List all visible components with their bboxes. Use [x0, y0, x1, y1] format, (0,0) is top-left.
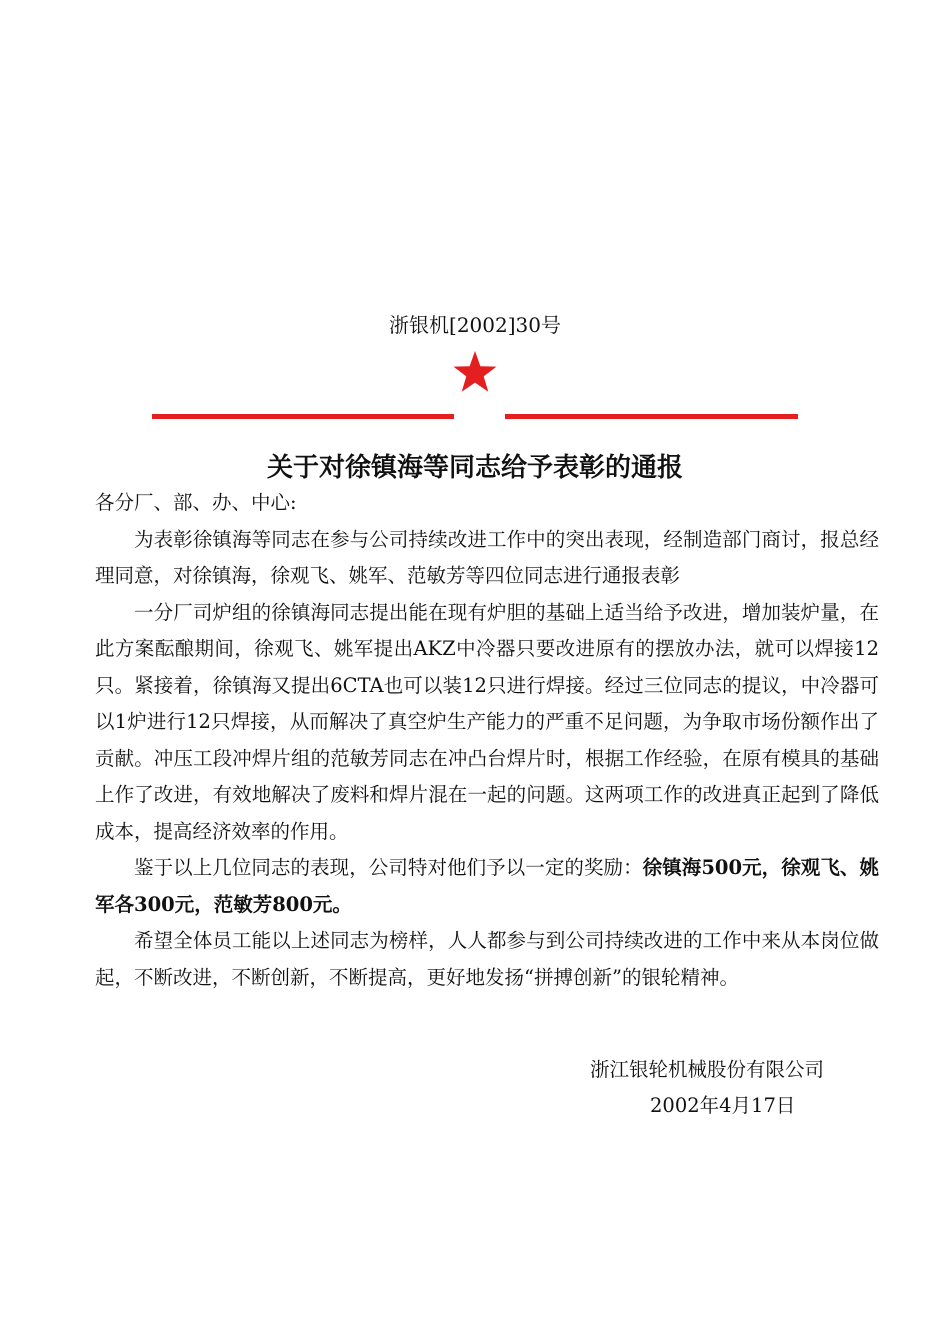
- paragraph-reward: [95, 850, 879, 923]
- notice-body: [95, 485, 879, 996]
- paragraph-details: 一分厂司炉组的徐镇海同志提出能在现有炉胆的基础上适当给予改进，增加装炉量，在此方案酝酿期间，徐观飞、姚军提出AKZ中冷器只要改进原有的摆放办法，就可以焊接12只。紧接着，徐镇海又提出6CTA也可以装12只进行焊接。经过三位同志的提议，中冷器可以1炉进行12只焊接，从而解决了真空炉生产能力的严重不足问题，为争取市场份额作出了贡献。冲压工段冲焊片组的范敏芳同志在冲凸台焊片时，根据工作经验，在原有模具的基础上作了改进，有效地解决了废料和焊片混在一起的问题。这两项工作的改进真正起到了降低成本，提高经济效率的作用。: [95, 600, 879, 843]
- red-divider-right: [505, 414, 798, 419]
- notice-title: 关于对徐镇海等同志给予表彰的通报: [266, 453, 683, 483]
- reward-intro: 鉴于以上几位同志的表现，公司特对他们予以一定的奖励：: [134, 856, 643, 879]
- reward-details: 徐镇海500元，徐观飞、姚军各300元，范敏芳800元。: [95, 856, 879, 916]
- company-name: 浙江银轮机械股份有限公司: [590, 1058, 825, 1081]
- red-divider-left: [152, 414, 454, 419]
- paragraph-commendation: 为表彰徐镇海等同志在参与公司持续改进工作中的突出表现，经制造部门商讨，报总经理同意，对徐镇海，徐观飞、姚军、范敏芳等四位同志进行通报表彰: [95, 527, 879, 587]
- paragraph-closing: 希望全体员工能以上述同志为榜样，人人都参与到公司持续改进的工作中来从本岗位做起，不断改进，不断创新，不断提高，更好地发扬“拼搏创新”的银轮精神。: [95, 929, 879, 989]
- document-number: 浙银机[2002]30号: [389, 313, 561, 337]
- issue-date: 2002年4月17日: [650, 1094, 796, 1117]
- salutation: 各分厂、部、办、中心:: [95, 491, 297, 514]
- red-star-icon: [452, 350, 498, 394]
